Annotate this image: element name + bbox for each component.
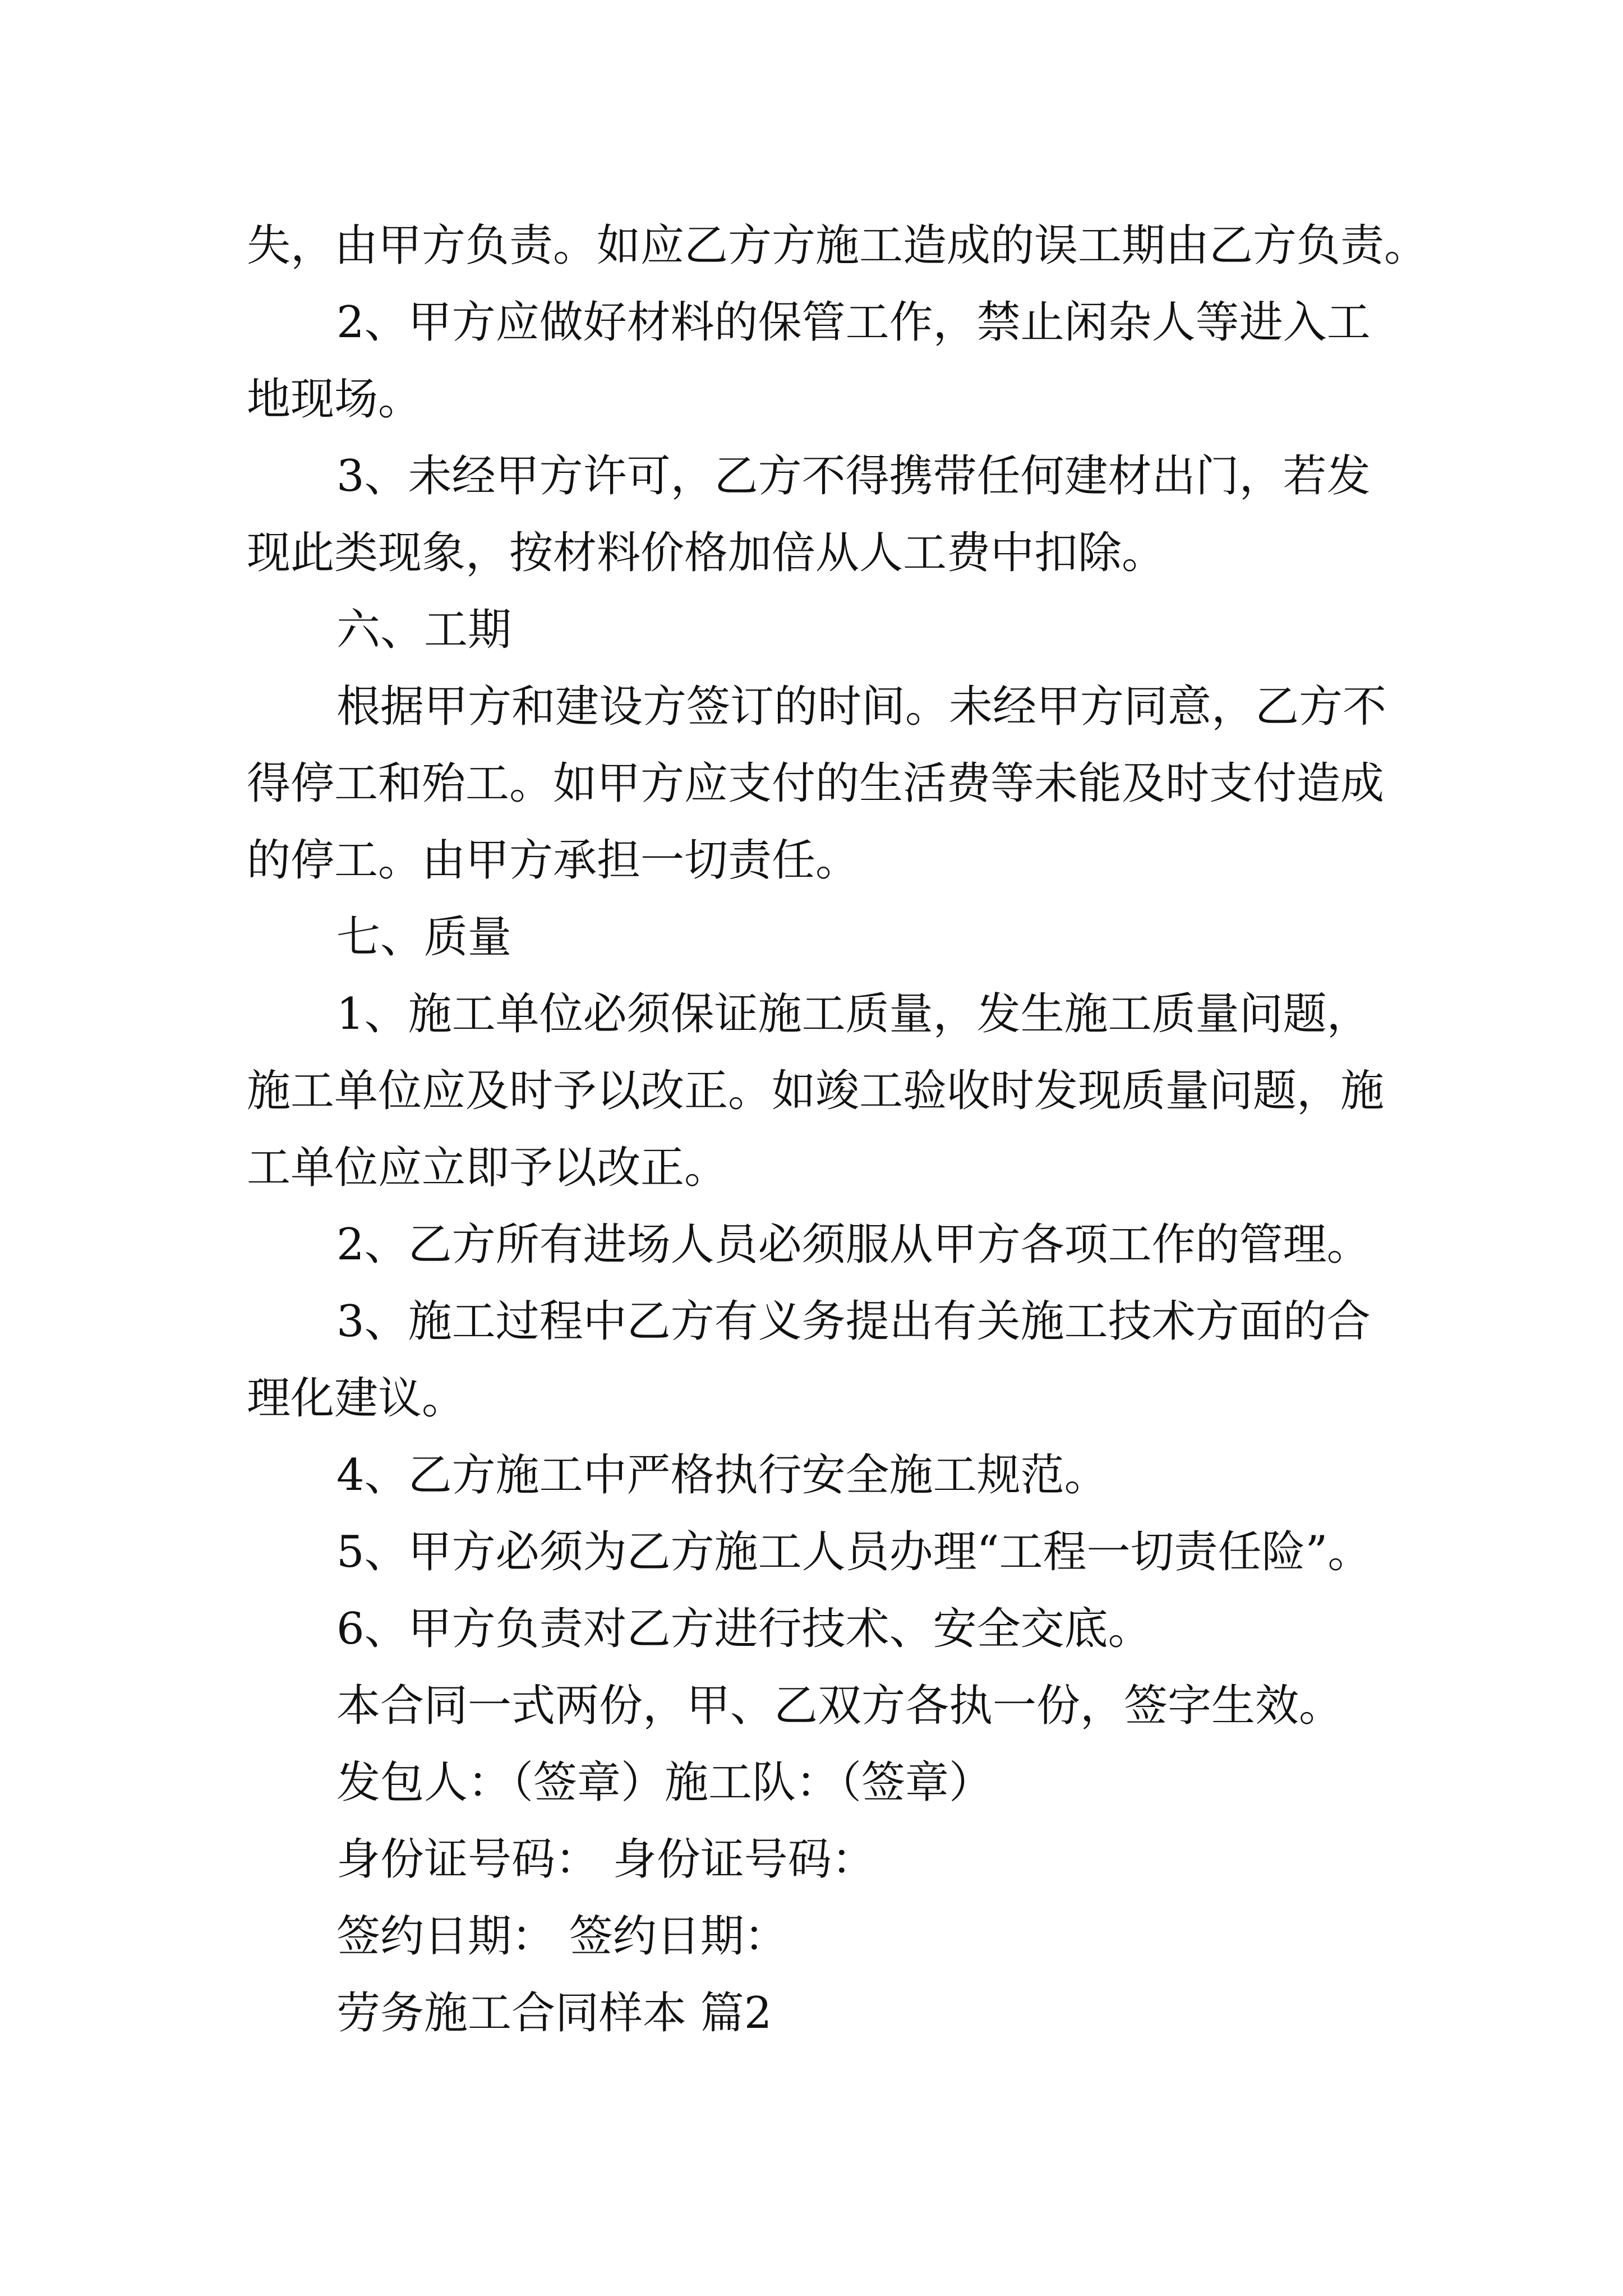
section-heading-quality: 七、质量 xyxy=(336,912,512,963)
paragraph-line: 工单位应立即予以改正。 xyxy=(247,1143,728,1193)
paragraph-line: 2、甲方应做好材料的保管工作，禁止闲杂人等进入工 xyxy=(336,297,1371,348)
paragraph-line: 3、未经甲方许可，乙方不得携带任何建材出门，若发 xyxy=(336,451,1371,501)
paragraph-line: 6、甲方负责对乙方进行技术、安全交底。 xyxy=(336,1604,1152,1654)
paragraph-line: 5、甲方必须为乙方施工人员办理“工程一切责任险”。 xyxy=(336,1527,1372,1577)
section-heading-schedule: 六、工期 xyxy=(336,605,512,655)
signature-line-parties: 发包人：（签章）施工队：（签章） xyxy=(336,1757,993,1808)
paragraph-line: 1、施工单位必须保证施工质量，发生施工质量问题， xyxy=(336,989,1371,1039)
paragraph-line: 根据甲方和建设方签订的时间。未经甲方同意，乙方不 xyxy=(336,682,1387,732)
paragraph-line: 地现场。 xyxy=(247,374,422,425)
paragraph-line: 3、施工过程中乙方有义务提出有关施工技术方面的合 xyxy=(336,1296,1371,1347)
paragraph-line: 2、乙方所有进场人员必须服从甲方各项工作的管理。 xyxy=(336,1220,1371,1270)
paragraph-line: 得停工和殆工。如甲方应支付的生活费等未能及时支付造成 xyxy=(247,758,1385,809)
paragraph-line: 现此类现象，按材料价格加倍从人工费中扣除。 xyxy=(247,528,1166,578)
signature-line-id-number: 身份证号码： 身份证号码： xyxy=(336,1834,875,1885)
paragraph-line: 本合同一式两份，甲、乙双方各执一份，签字生效。 xyxy=(336,1681,1343,1731)
signature-line-date: 签约日期： 签约日期： xyxy=(336,1911,788,1962)
next-section-title: 劳务施工合同样本 篇2 xyxy=(336,1988,772,2039)
paragraph-line: 理化建议。 xyxy=(247,1373,466,1424)
paragraph-line: 施工单位应及时予以改正。如竣工验收时发现质量问题，施 xyxy=(247,1066,1385,1116)
paragraph-line: 的停工。由甲方承担一切责任。 xyxy=(247,835,860,886)
paragraph-line: 4、乙方施工中严格执行安全施工规范。 xyxy=(336,1450,1108,1501)
document-body xyxy=(247,208,1436,2052)
paragraph-line: 失，由甲方负责。如应乙方方施工造成的误工期由乙方负责。 xyxy=(247,220,1428,271)
